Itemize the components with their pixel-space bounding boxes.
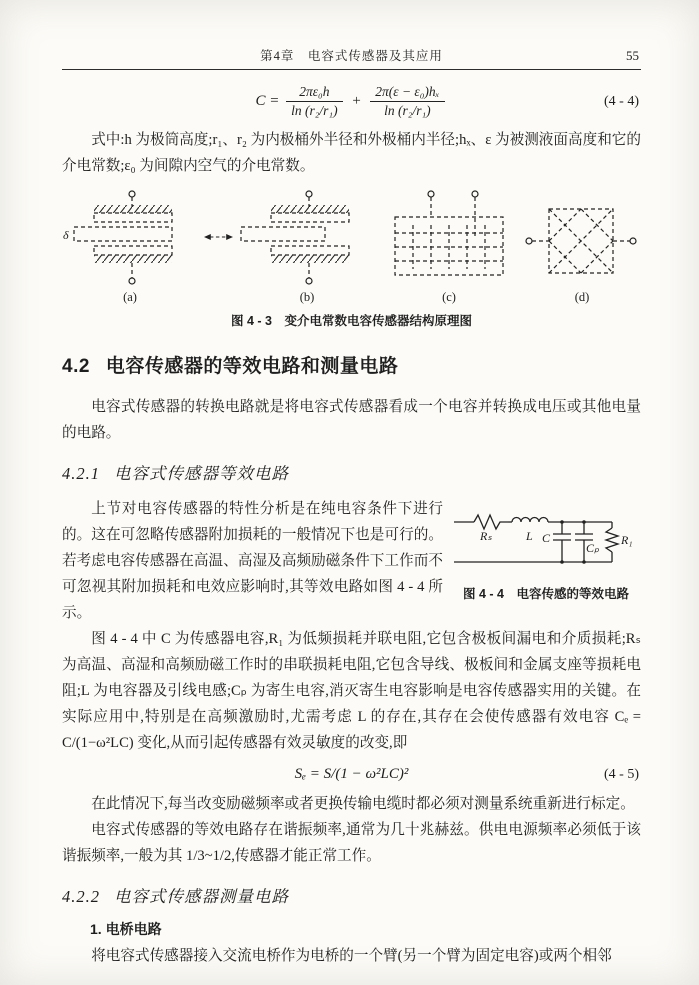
capacitor-cp-label: Cₚ (585, 541, 599, 555)
subfigure-a (62, 189, 198, 305)
subfigure-b-label: (b) (299, 290, 315, 304)
subsection-number-422: 4.2.2 (62, 887, 100, 906)
list-item-bridge-circuit: 1. 电桥电路 (90, 921, 162, 937)
equivalent-circuit-diagram (454, 498, 639, 582)
paragraph-resonance: 电容式传感器的等效电路存在谐振频率,通常为几十兆赫兹。供电电源频率必须低于该谐振频率,一般为其 1/3~1/2,传感器才能正常工作。 (62, 822, 641, 864)
section-heading-4-2 (62, 351, 641, 378)
eq44-fraction-2: $\frac{\text{2π(ε − ε₀)hₓ}}{\text{ln (r₂/r₁)}}$ (370, 84, 444, 119)
double-arrow-icon (204, 231, 233, 243)
figure-4-4 (451, 498, 641, 602)
capacitor-dielectric-diagram-b (239, 189, 375, 289)
section-number: 4.2 (62, 356, 90, 377)
page-number: 55 (626, 48, 639, 63)
paragraph-intro: 电容式传感器的转换电路就是将电容式传感器看成一个电容并转换成电压或其他电量的电路。 (62, 399, 641, 441)
figure-4-3 (62, 189, 641, 329)
subsection-heading-4-2-2 (62, 883, 641, 907)
inductor-l-label: L (525, 529, 533, 543)
capacitor-c-label: C (541, 531, 550, 545)
eq45-number: (4 - 5) (604, 766, 639, 782)
crosshatch-dielectric-diagram-d (523, 189, 641, 289)
subfigure-d-label: (d) (574, 290, 590, 304)
subsection-title-422: 电容式传感器测量电路 (114, 887, 289, 906)
resistor-rl-label: R₁ (620, 533, 633, 547)
subsection-title: 电容式传感器等效电路 (114, 464, 289, 483)
equation-4-5 (62, 766, 641, 783)
eq45-body: Sₑ = S/(1 − ω²LC)² (294, 766, 409, 782)
section-title: 电容传感器的等效电路和测量电路 (105, 356, 399, 377)
eq44-number: (4 - 4) (604, 93, 639, 109)
eq44-plus: + (351, 92, 362, 109)
figure-4-4-caption: 图 4 - 4 电容传感的等效电路 (463, 587, 629, 601)
resistor-rs-label: Rₛ (479, 529, 492, 543)
eq44-lhs: C = (255, 92, 280, 109)
eq44-fraction-1: $\frac{\text{2πε₀h}}{\text{ln (r₂/r₁)}}$ (286, 84, 343, 119)
figure-4-3-caption: 图 4 - 3 变介电常数电容传感器结构原理图 (231, 314, 472, 328)
capacitor-dielectric-diagram-a (62, 189, 198, 289)
paragraph-figure-explanation: 图 4 - 4 中 C 为传感器电容,R₁ 为低频损耗并联电阻,它包含极板间漏电和介质损耗;Rₛ 为高温、高湿和高频励磁工作时的串联损耗电阻,它包含导线、极板间和金属支座等损耗电阻;L 为电容器及引线电感;Cₚ 为寄生电容,消灭寄生电容影响是电容传感器实用的关键。在实际应用中,特别是在高频激励时,尤需考虑 L 的存在,其存在会使传感器有效电容 Cₑ = C/(1−ω²LC) 变化,从而引起传感器有效灵敏度的改变,即 (62, 631, 641, 751)
chapter-title: 第4章 电容式传感器及其应用 (260, 49, 443, 63)
subfigure-c-label: (c) (442, 290, 456, 304)
subfigure-b (239, 189, 375, 305)
paragraph-equivalent-intro: 上节对电容传感器的特性分析是在纯电容条件下进行的。这在可忽略传感器附加损耗的一般情况下也是可行的。若考虑电容传感器在高温、高湿及高频励磁条件下工作而不可忽视其附加损耗和电效应影响时,其等效电路如图 4 - 4 所示。 (62, 501, 443, 621)
equation-4-4 (62, 84, 641, 119)
subfigure-d (523, 189, 641, 305)
figure-4-3-row (62, 189, 641, 305)
delta-label: δ (63, 228, 69, 242)
subsection-number: 4.2.1 (62, 464, 100, 483)
subfigure-c (381, 189, 517, 305)
wrap-block (62, 496, 641, 756)
paragraph-bridge: 将电容式传感器接入交流电桥作为电桥的一个臂(另一个臂为固定电容)或两个相邻 (91, 948, 612, 964)
subfigure-a-label: (a) (123, 290, 137, 304)
subsection-heading-4-2-1 (62, 460, 641, 484)
paragraph-legend: 式中:h 为极筒高度;r₁、r₂ 为内极桶外半径和外极桶内半径;hₓ、ε 为被测液面高度和它的介电常数;ε₀ 为间隙内空气的介电常数。 (62, 132, 641, 174)
running-header (62, 46, 641, 70)
paragraph-calibration: 在此情况下,每当改变励磁频率或者更换传输电缆时都必须对测量系统重新进行标定。 (91, 796, 635, 812)
interdigitated-electrode-diagram-c (381, 189, 517, 289)
